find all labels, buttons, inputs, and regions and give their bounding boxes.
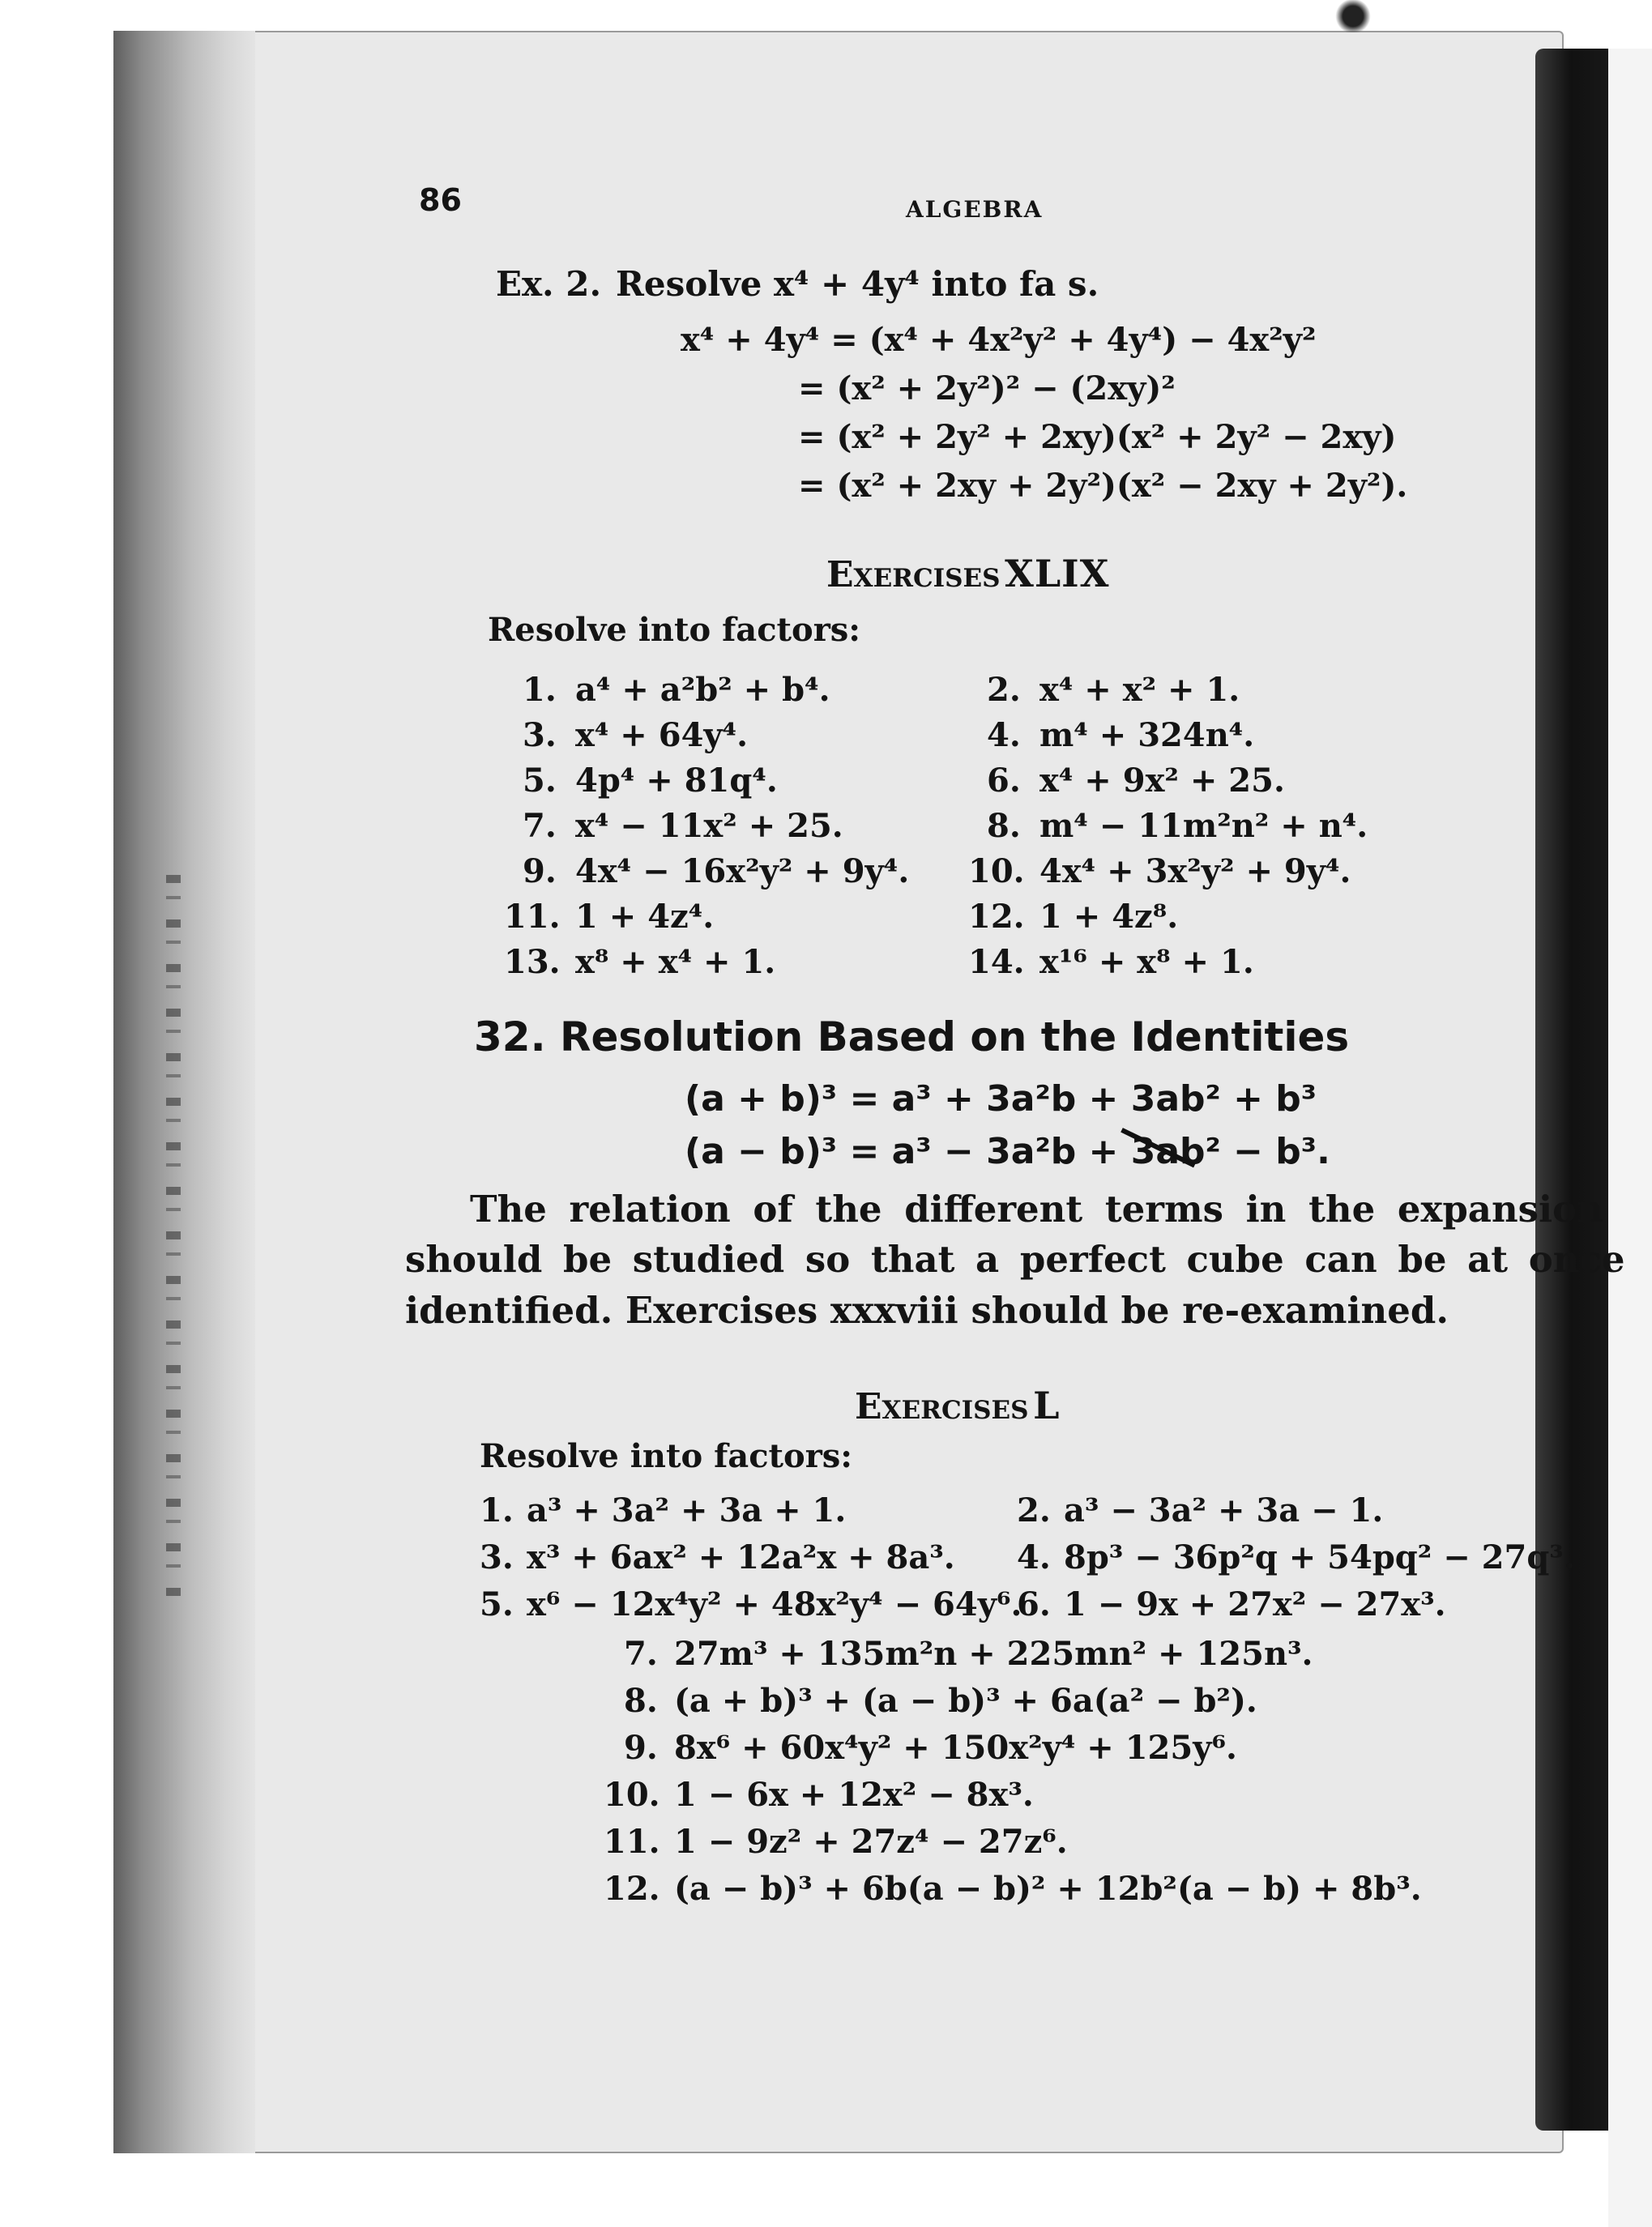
exercise-l-11-number: 11.: [604, 1823, 660, 1861]
example-step-3: = (x² + 2y² + 2xy)(x² + 2y² − 2xy): [798, 418, 1397, 456]
exercise-xlix-7: x⁴ − 11x² + 25.: [575, 807, 843, 845]
exercise-l-8: (a + b)³ + (a − b)³ + 6a(a² − b²).: [674, 1682, 1257, 1720]
exercise-l-4-number: 4.: [1017, 1538, 1051, 1576]
exercises-xlix-instruction: Resolve into factors:: [488, 611, 861, 649]
ink-smudge: [1329, 0, 1377, 32]
exercise-xlix-9: 4x⁴ − 16x²y² + 9y⁴.: [575, 852, 910, 890]
exercise-l-9-number: 9.: [624, 1729, 658, 1767]
exercise-xlix-8-number: 8.: [987, 807, 1021, 845]
paragraph-line-1: The relation of the different terms in the expansion: [470, 1188, 1603, 1231]
exercises-l-heading: [855, 1384, 1060, 1427]
exercise-xlix-4: m⁴ + 324n⁴.: [1039, 716, 1255, 754]
exercise-xlix-6-number: 6.: [987, 762, 1021, 800]
exercise-xlix-5-number: 5.: [523, 762, 557, 800]
exercise-l-7: 27m³ + 135m²n + 225mn² + 125n³.: [674, 1635, 1313, 1673]
exercise-xlix-11-number: 11.: [504, 898, 561, 936]
exercise-l-12-number: 12.: [604, 1870, 660, 1908]
example-label: Ex. 2.: [496, 264, 602, 304]
binding-marks: [166, 875, 181, 1604]
page-number: 86: [419, 182, 462, 218]
paragraph-line-3: identified. Exercises xxxviii should be re-examined.: [405, 1289, 1449, 1332]
example-statement: Resolve x⁴ + 4y⁴ into fa s.: [616, 264, 1099, 304]
exercise-xlix-10-number: 10.: [968, 852, 1025, 890]
exercise-xlix-2-number: 2.: [987, 671, 1021, 709]
exercise-l-9: 8x⁶ + 60x⁴y² + 150x²y⁴ + 125y⁶.: [674, 1729, 1237, 1767]
example-step-2: = (x² + 2y²)² − (2xy)²: [798, 369, 1176, 407]
exercise-l-3: x³ + 6ax² + 12a²x + 8a³.: [527, 1538, 955, 1576]
exercise-l-7-number: 7.: [624, 1635, 658, 1673]
exercises-l-heading-numeral: L: [1033, 1384, 1060, 1427]
exercise-xlix-12: 1 + 4z⁸.: [1039, 898, 1179, 936]
exercise-xlix-3: x⁴ + 64y⁴.: [575, 716, 749, 754]
exercise-xlix-12-number: 12.: [968, 898, 1025, 936]
exercise-xlix-9-number: 9.: [523, 852, 557, 890]
running-head: ALGEBRA: [906, 196, 1044, 223]
exercise-l-10-number: 10.: [604, 1776, 660, 1814]
identity-sum-cube: (a + b)³ = a³ + 3a²b + 3ab² + b³: [685, 1078, 1317, 1120]
exercise-xlix-6: x⁴ + 9x² + 25.: [1039, 762, 1285, 800]
exercise-xlix-7-number: 7.: [523, 807, 557, 845]
exercise-l-5: x⁶ − 12x⁴y² + 48x²y⁴ − 64y⁶.: [527, 1585, 1022, 1623]
paragraph-line-2: should be studied so that a perfect cube can be at once: [405, 1238, 1625, 1281]
section-title: 32. Resolution Based on the Identities: [474, 1013, 1350, 1060]
exercise-l-3-number: 3.: [480, 1538, 514, 1576]
exercises-xlix-heading-numeral: XLIX: [1005, 552, 1110, 595]
exercise-l-12: (a − b)³ + 6b(a − b)² + 12b²(a − b) + 8b³.: [674, 1870, 1422, 1908]
exercise-xlix-1-number: 1.: [523, 671, 557, 709]
exercise-xlix-2: x⁴ + x² + 1.: [1039, 671, 1240, 709]
exercise-xlix-3-number: 3.: [523, 716, 557, 754]
identity-difference-cube: (a − b)³ = a³ − 3a²b + 3ab² − b³.: [685, 1131, 1330, 1172]
example-step-4: = (x² + 2xy + 2y²)(x² − 2xy + 2y²).: [798, 467, 1408, 505]
exercise-l-10: 1 − 6x + 12x² − 8x³.: [674, 1776, 1034, 1814]
exercise-xlix-14-number: 14.: [968, 943, 1025, 981]
exercise-l-2-number: 2.: [1017, 1491, 1051, 1529]
exercise-xlix-14: x¹⁶ + x⁸ + 1.: [1039, 943, 1254, 981]
exercise-xlix-11: 1 + 4z⁴.: [575, 898, 715, 936]
exercise-l-8-number: 8.: [624, 1682, 658, 1720]
exercise-l-5-number: 5.: [480, 1585, 514, 1623]
exercises-l-heading-word: Exercises: [855, 1386, 1029, 1427]
page-gutter-shadow: [113, 31, 255, 2153]
exercises-xlix-heading: [826, 552, 1110, 595]
example-step-1: x⁴ + 4y⁴ = (x⁴ + 4x²y² + 4y⁴) − 4x²y²: [681, 321, 1317, 359]
exercise-xlix-4-number: 4.: [987, 716, 1021, 754]
exercise-xlix-10: 4x⁴ + 3x²y² + 9y⁴.: [1039, 852, 1351, 890]
exercise-l-11: 1 − 9z² + 27z⁴ − 27z⁶.: [674, 1823, 1068, 1861]
scan-margin: [1608, 49, 1652, 2227]
exercise-xlix-5: 4p⁴ + 81q⁴.: [575, 762, 778, 800]
exercise-xlix-13: x⁸ + x⁴ + 1.: [575, 943, 776, 981]
exercises-l-instruction: Resolve into factors:: [480, 1437, 853, 1475]
exercise-l-6-number: 6.: [1017, 1585, 1051, 1623]
exercise-l-6: 1 − 9x + 27x² − 27x³.: [1064, 1585, 1446, 1623]
exercise-xlix-13-number: 13.: [504, 943, 561, 981]
exercise-l-1-number: 1.: [480, 1491, 514, 1529]
exercise-l-1: a³ + 3a² + 3a + 1.: [527, 1491, 847, 1529]
exercise-l-4: 8p³ − 36p²q + 54pq² − 27q³.: [1064, 1538, 1575, 1576]
exercise-xlix-8: m⁴ − 11m²n² + n⁴.: [1039, 807, 1368, 845]
exercise-l-2: a³ − 3a² + 3a − 1.: [1064, 1491, 1384, 1529]
exercise-xlix-1: a⁴ + a²b² + b⁴.: [575, 671, 830, 709]
exercises-xlix-heading-word: Exercises: [826, 554, 1001, 595]
